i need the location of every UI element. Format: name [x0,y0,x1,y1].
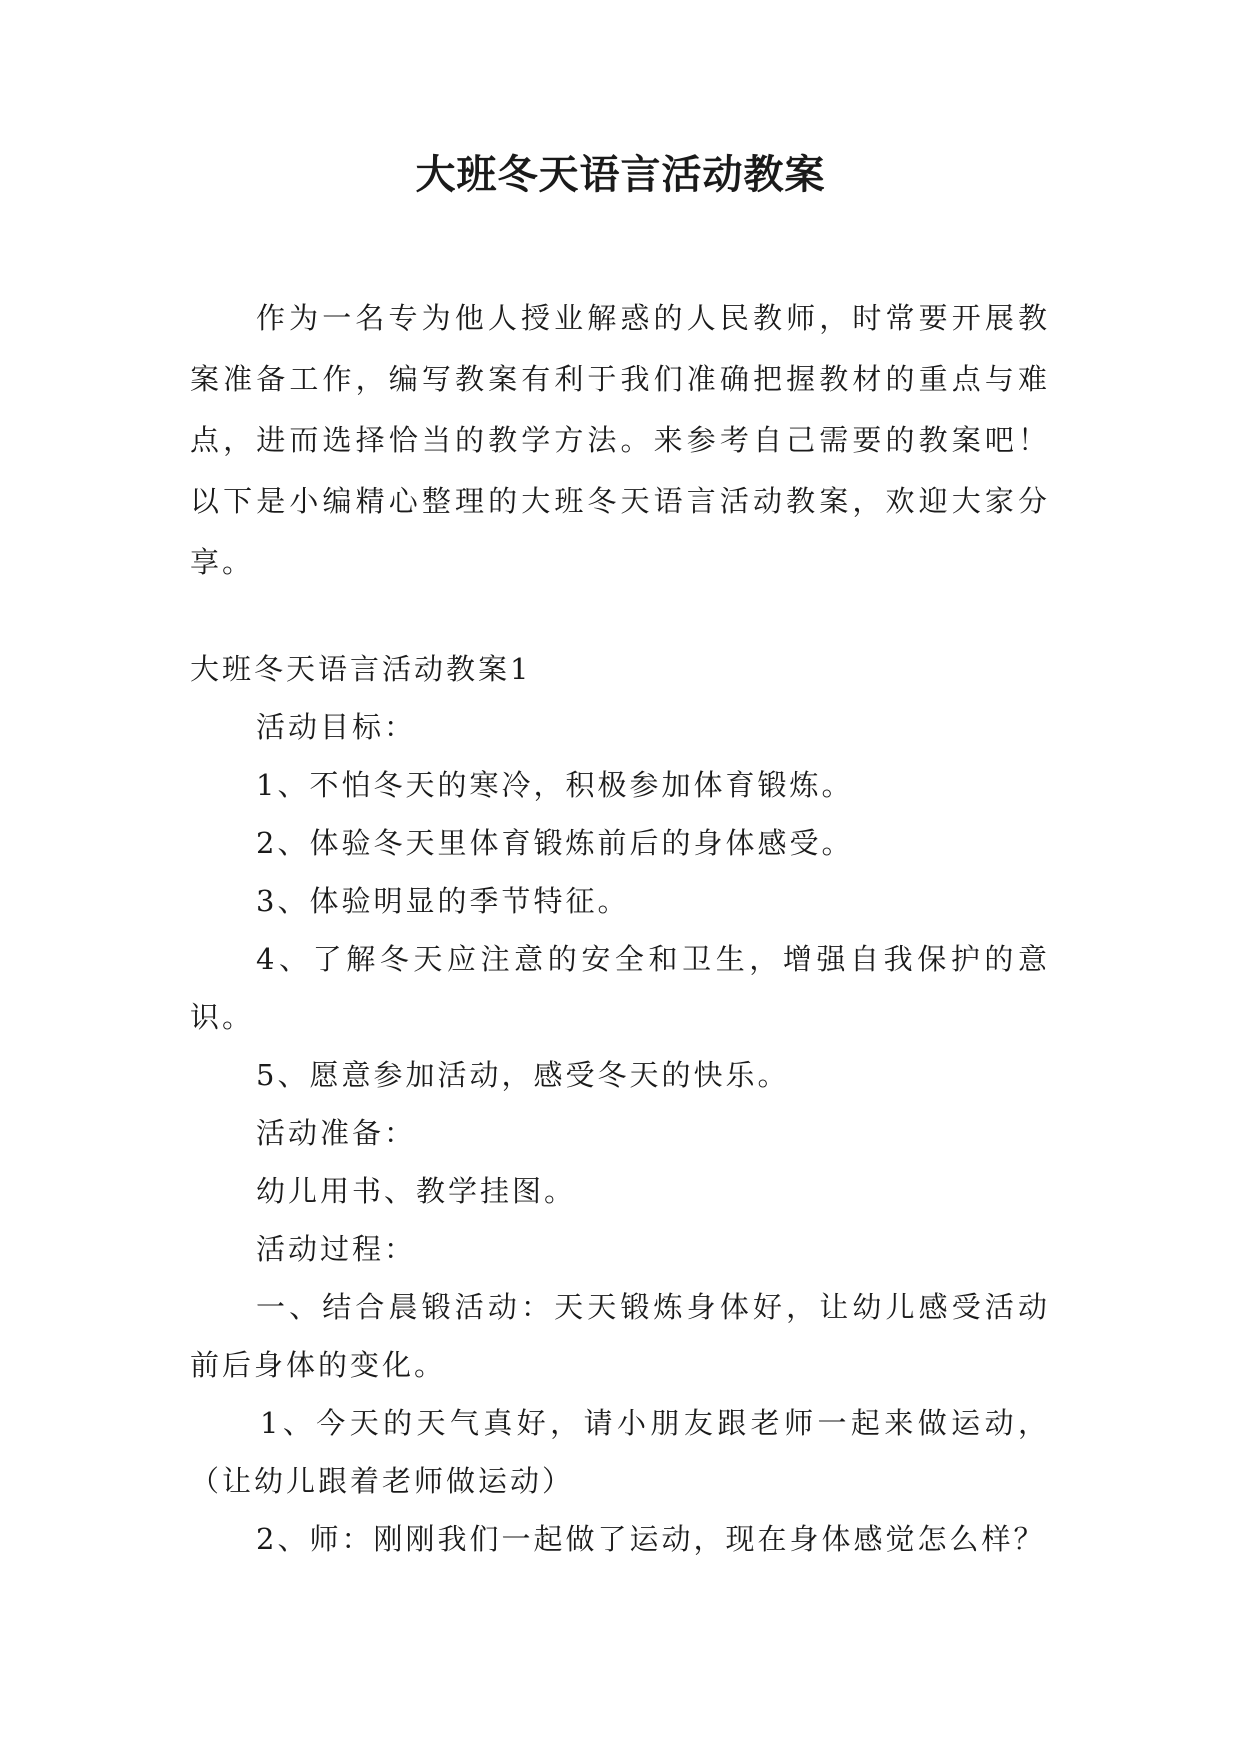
intro-paragraph: 作为一名专为他人授业解惑的人民教师，时常要开展教案准备工作，编写教案有利于我们准确把握教材的重点与难点，进而选择恰当的教学方法。来参考自己需要的教案吧！以下是小编精心整理的大班冬天语言活动教案，欢迎大家分享。 [190,301,1050,579]
goal-item-4: 4、了解冬天应注意的安全和卫生，增强自我保护的意识。 [190,942,1050,1034]
process-step-1: 一、结合晨锻活动：天天锻炼身体好，让幼儿感受活动前后身体的变化。 [190,1290,1050,1382]
goal-item-3: 3、体验明显的季节特征。 [256,884,630,918]
goal-item-5: 5、愿意参加活动，感受冬天的快乐。 [256,1058,790,1092]
document-title: 大班冬天语言活动教案 [415,152,826,198]
goal-item-1: 1、不怕冬天的寒冷，积极参加体育锻炼。 [256,768,854,802]
goals-label: 活动目标： [256,710,417,744]
process-label: 活动过程： [256,1232,417,1266]
goal-item-2: 2、体验冬天里体育锻炼前后的身体感受。 [256,826,854,860]
process-step-1-2: 2、师：刚刚我们一起做了运动，现在身体感觉怎么样？ [256,1522,1046,1556]
prep-label: 活动准备： [256,1116,417,1150]
section-heading: 大班冬天语言活动教案1 [190,652,532,686]
prep-text: 幼儿用书、教学挂图。 [256,1174,577,1208]
process-step-1-1: 1、今天的天气真好，请小朋友跟老师一起来做运动，（让幼儿跟着老师做运动） [190,1406,1050,1498]
document-body [190,640,1050,1568]
